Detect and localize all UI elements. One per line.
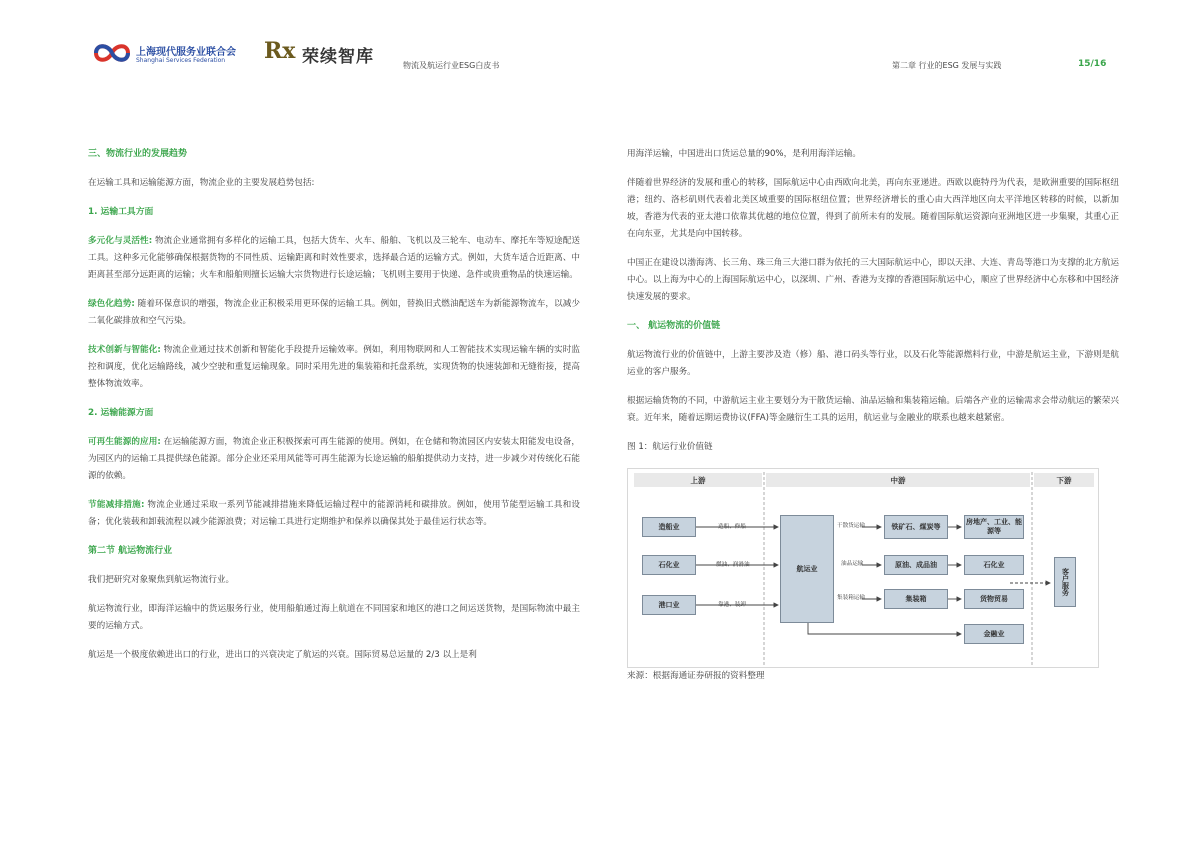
lead-term: 多元化与灵活性: — [88, 236, 153, 246]
label-dry-bulk: 干散货运输 — [837, 523, 865, 529]
paragraph-text: 物流企业通过技术创新和智能化手段提升运输效率。例如，利用物联网和人工智能技术实现运输车辆的实时监控和调度，优化运输路线，减少空驶和重复运输现象。同时采用先进的集装箱和托盘系统，实现货物的快速装卸和无缝衔接，提高整体物流效率。 — [88, 345, 581, 389]
paragraph-green — [88, 296, 580, 330]
page-number: 15/16 — [1078, 59, 1107, 69]
lead-term: 技术创新与智能化: — [88, 345, 161, 355]
label-oil: 油品运输 — [841, 561, 864, 567]
paragraph-value-chain: 航运物流行业的价值链中，上游主要涉及造（修）船、港口码头等行业，以及石化等能源燃料行业，中游是航运主业，下游则是航运业的客户服务。 — [627, 350, 1119, 377]
box-petrochem-upstream: 石化业 — [642, 555, 696, 575]
label-shipbuilding: 造船、修船 — [718, 524, 746, 530]
right-column — [627, 146, 1119, 697]
left-column — [88, 146, 580, 676]
label-container: 集装箱运输 — [837, 595, 865, 601]
lead-term: 可再生能源的应用: — [88, 437, 161, 447]
federation-logo-icon — [92, 41, 132, 65]
figure-caption: 图 1：航运行业价值链 — [627, 442, 713, 452]
box-petrochem-downstream: 石化业 — [964, 555, 1024, 575]
figure-source: 来源：根据海通证券研报的资料整理 — [627, 671, 765, 681]
header-upstream: 上游 — [634, 473, 762, 487]
brand-logo-icon: Rx — [264, 38, 296, 64]
box-port: 港口业 — [642, 595, 696, 615]
box-shipbuilding: 造船业 — [642, 517, 696, 537]
box-crude-oil: 原油、成品油 — [884, 555, 948, 575]
paragraph-renewable — [88, 434, 580, 485]
paragraph-saving — [88, 497, 580, 531]
org-name-cn: 上海现代服务业联合会 — [136, 47, 236, 58]
paragraph-definition: 航运物流行业，即海洋运输中的货运服务行业，使用船舶通过海上航道在不同国家和地区的港口之间运送货物，是国际物流中最主要的运输方式。 — [88, 604, 580, 631]
box-container: 集装箱 — [884, 589, 948, 609]
label-fuel: 燃油、润滑油 — [716, 562, 750, 568]
paragraph-center-shift: 伴随着世界经济的发展和重心的转移，国际航运中心由西欧向北美，再向东亚递进。西欧以鹿特丹为代表，是欧洲重要的国际枢纽港；纽约、洛杉矶则代表着北美区域重要的国际枢纽位置；世界经济增长的重心由大西洋地区向太平洋地区转移的时候，以新加坡，香港为代表的亚太港口依靠其优越的地位位置，得到了前所未有的发展。随着国际航运资源向亚洲地区进一步集聚，其重心正在向东亚，尤其是向中国转移。 — [627, 178, 1119, 239]
header-downstream: 下游 — [1034, 473, 1094, 487]
box-real-estate: 房地产、工业、能源等 — [964, 515, 1024, 539]
section-heading-trends: 三、物流行业的发展趋势 — [88, 149, 188, 159]
subheading-vehicles: 1. 运输工具方面 — [88, 207, 154, 217]
paragraph-text: 随着环保意识的增强，物流企业正积极采用更环保的运输工具。例如，替换旧式燃油配送车为新能源物流车，以减少二氧化碳排放和空气污染。 — [88, 299, 581, 326]
paragraph-ocean: 用海洋运输，中国进出口货运总量的90%，是利用海洋运输。 — [627, 149, 861, 159]
chapter-title: 第二章 行业的ESG 发展与实践 — [892, 61, 1002, 70]
paragraph-china-centers: 中国正在建设以渤海湾、长三角、珠三角三大港口群为依托的三大国际航运中心，即以天津、大连、青岛等港口为支撑的北方航运中心。以上海为中心的上海国际航运中心，以深圳、广州、香港为支撑的香港国际航运中心，顺应了世界经济中心东移和中国经济快速发展的要求。 — [627, 258, 1119, 302]
brand-name: 荣续智库 — [302, 47, 374, 67]
box-ore-coal: 铁矿石、煤炭等 — [884, 515, 948, 539]
box-customer-service: 客户服务 — [1054, 557, 1076, 607]
paragraph-text: 物流企业通常拥有多样化的运输工具，包括大货车、火车、船舶、飞机以及三轮车、电动车、摩托车等短途配送工具。这种多元化能够确保根据货物的不同性质、运输距离和时效性要求，选择最合适的运输方式。例如，大货车适合近距离、中距离甚至部分远距离的运输；火车和船舶则擅长运输大宗货物进行长途运输；飞机则主要用于快递、急件或贵重物品的快速运输。 — [88, 236, 581, 280]
paragraph-text: 在运输能源方面，物流企业正积极探索可再生能源的使用。例如，在仓储和物流园区内安装太阳能发电设备，为园区内的运输工具提供绿色能源。部分企业还采用风能等可再生能源为长途运输的船舶提供动力支持，进一步减少对传统化石能源的依赖。 — [88, 437, 581, 481]
paragraph-diversity — [88, 233, 580, 284]
page-header — [0, 0, 1200, 90]
paragraph-text: 物流企业通过采取一系列节能减排措施来降低运输过程中的能源消耗和碳排放。例如，使用节能型运输工具和设备；优化装载和卸载流程以减少能源浪费；对运输工具进行定期维护和保养以确保其处于最佳运行状态等。 — [88, 500, 581, 527]
paragraph-focus: 我们把研究对象聚焦到航运物流行业。 — [88, 575, 235, 585]
label-docking: 靠港、装卸 — [718, 602, 746, 608]
header-midstream: 中游 — [766, 473, 1030, 487]
intro-paragraph: 在运输工具和运输能源方面，物流企业的主要发展趋势包括: — [88, 178, 315, 188]
section-heading-value-chain: 一、 航运物流的价值链 — [627, 321, 721, 331]
paragraph-trade: 航运是一个极度依赖进出口的行业，进出口的兴衰决定了航运的兴衰。国际贸易总运量的 2/3 以上是利 — [88, 650, 477, 660]
box-goods-trade: 货物贸易 — [964, 589, 1024, 609]
value-chain-diagram — [627, 468, 1099, 668]
lead-term: 节能减排措施: — [88, 500, 145, 510]
org-name-en: Shanghai Services Federation — [136, 57, 226, 64]
document-title: 物流及航运行业ESG白皮书 — [403, 61, 500, 70]
subheading-energy: 2. 运输能源方面 — [88, 408, 154, 418]
paragraph-tech — [88, 342, 580, 393]
lead-term: 绿色化趋势: — [88, 299, 135, 309]
section-heading-shipping: 第二节 航运物流行业 — [88, 546, 173, 556]
paragraph-segments: 根据运输货物的不同，中游航运主业主要划分为干散货运输、油品运输和集装箱运输。后端各产业的运输需求会带动航运的繁荣兴衰。近年来，随着远期运费协议(FFA)等金融衍生工具的运用，航运业与金融业的联系也越来越紧密。 — [627, 396, 1119, 423]
diagram-connectors — [628, 469, 1100, 669]
box-shipping: 航运业 — [780, 515, 834, 623]
box-finance: 金融业 — [964, 624, 1024, 644]
